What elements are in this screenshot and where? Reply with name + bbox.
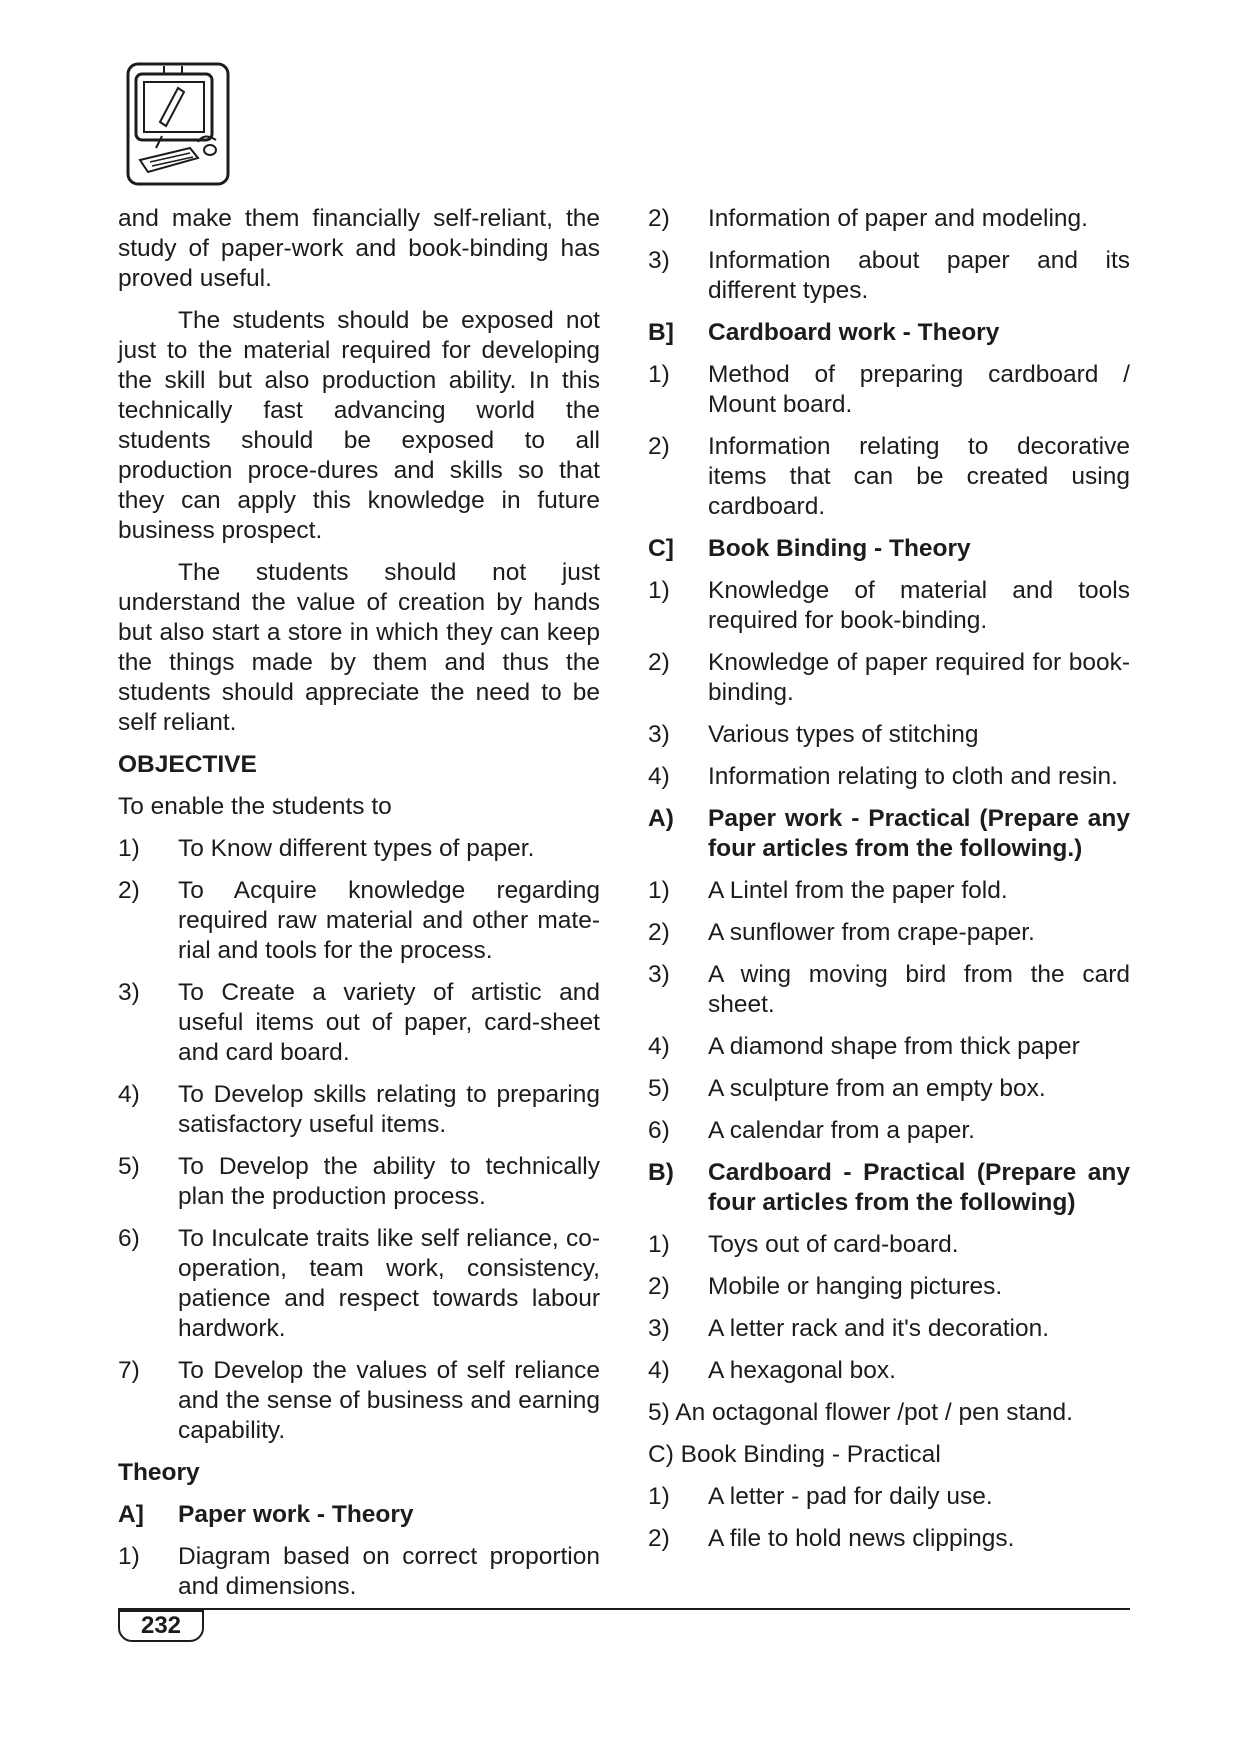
section-marker: C] [648,535,674,562]
item-number: 7) [118,1357,140,1384]
item-text: Various types of stitching [708,721,979,748]
list-item [648,1032,1130,1062]
list-item-octagonal-stand: 5) An octagonal flower /pot / pen stand. [648,1399,1073,1426]
list-item [118,1542,600,1602]
item-text: To Create a variety of artistic and useful items out of paper, card-sheet and card board. [178,979,600,1066]
item-number: 6) [118,1225,140,1252]
footer-rule [118,1608,1130,1610]
exposure-paragraph: The students should be exposed not just to the material required for developing the skill but also production ability. In this technically fast advancing world the students should be exposed to all production proce-dures and skills so that they can apply this knowledge in future business prospect. [118,307,600,544]
item-text: A wing moving bird from the card sheet. [708,961,1130,1018]
intro-paragraph: and make them financially self-reliant, the study of paper-work and book-binding has proved useful. [118,205,600,292]
list-item [648,720,1130,750]
objective-item [118,1080,600,1140]
item-number: 4) [648,1033,670,1060]
section-marker: B] [648,319,674,346]
list-item [648,648,1130,708]
item-text: To Inculcate traits like self reliance, co-operation, team work, consistency, patience and respect towards labour hardwork. [178,1225,600,1342]
list-item [648,1116,1130,1146]
item-text: A Lintel from the paper fold. [708,877,1008,904]
item-text: A letter - pad for daily use. [708,1483,993,1510]
section-heading-cardboard [648,318,1130,348]
item-number: 4) [648,763,670,790]
list-item [648,246,1130,306]
objective-heading: OBJECTIVE [118,751,257,778]
list-item [648,1074,1130,1104]
objective-item [118,876,600,966]
item-number: 1) [118,835,140,862]
item-number: 1) [118,1543,140,1570]
objective-item [118,1224,600,1344]
item-text: A hexagonal box. [708,1357,896,1384]
list-item [648,762,1130,792]
list-item [648,1314,1130,1344]
section-heading-cardboard-practical [648,1158,1130,1218]
list-item [648,432,1130,522]
page-number: 232 [118,1610,204,1642]
objective-item [118,834,600,864]
item-text: A calendar from a paper. [708,1117,975,1144]
section-title: Paper work - Practical (Prepare any four articles from the following.) [708,805,1130,862]
list-item [648,1230,1130,1260]
section-heading-book-binding [648,534,1130,564]
item-number: 4) [648,1357,670,1384]
item-number: 1) [648,877,670,904]
item-number: 1) [648,1483,670,1510]
item-number: 2) [648,1525,670,1552]
item-number: 1) [648,361,670,388]
item-number: 3) [648,961,670,988]
section-title: Book Binding - Theory [708,535,971,562]
right-column [648,204,1130,1566]
item-text: Toys out of card-board. [708,1231,959,1258]
item-text: To Acquire knowledge regarding required raw material and other mate-rial and tools for the process. [178,877,600,964]
list-item [648,918,1130,948]
objective-item [118,1356,600,1446]
list-item [648,360,1130,420]
objective-intro: To enable the students to [118,793,392,820]
objective-item [118,1152,600,1212]
objective-item [118,978,600,1068]
creation-paragraph: The students should not just understand the value of creation by hands but also start a store in which they can keep the things made by them and thus the students should appreciate the need to be self reliant. [118,559,600,736]
list-item [648,1356,1130,1386]
item-text: Knowledge of material and tools required for book-binding. [708,577,1130,634]
item-text: A file to hold news clippings. [708,1525,1015,1552]
item-text: Knowledge of paper required for book-binding. [708,649,1130,706]
item-number: 2) [648,433,670,460]
item-text: To Develop the ability to technically plan the production process. [178,1153,600,1210]
list-item [648,876,1130,906]
item-number: 1) [648,1231,670,1258]
section-heading-book-binding-practical: C) Book Binding - Practical [648,1441,941,1468]
item-number: 2) [648,1273,670,1300]
item-number: 3) [648,721,670,748]
item-text: Method of preparing cardboard / Mount board. [708,361,1130,418]
item-number: 3) [648,1315,670,1342]
item-number: 5) [118,1153,140,1180]
item-text: A sunflower from crape-paper. [708,919,1035,946]
item-number: 5) [648,1075,670,1102]
item-text: To Develop skills relating to preparing satisfactory useful items. [178,1081,600,1138]
list-item [648,204,1130,234]
section-heading-paper-work [118,1500,600,1530]
item-number: 2) [648,919,670,946]
list-item [648,1524,1130,1554]
item-number: 6) [648,1117,670,1144]
item-number: 3) [648,247,670,274]
item-text: A sculpture from an empty box. [708,1075,1046,1102]
item-text: Mobile or hanging pictures. [708,1273,1003,1300]
item-text: Diagram based on correct proportion and dimensions. [178,1543,600,1600]
item-text: Information relating to cloth and resin. [708,763,1118,790]
theory-heading: Theory [118,1459,200,1486]
item-text: Information relating to decorative items that can be created using cardboard. [708,433,1130,520]
section-marker: A) [648,805,674,832]
left-column [118,204,600,1614]
section-marker: A] [118,1501,144,1528]
section-heading-paper-practical [648,804,1130,864]
item-number: 4) [118,1081,140,1108]
section-title: Cardboard work - Theory [708,319,1000,346]
section-title: Cardboard - Practical (Prepare any four articles from the following) [708,1159,1130,1216]
item-number: 2) [648,205,670,232]
item-number: 2) [648,649,670,676]
section-title: Paper work - Theory [178,1501,414,1528]
item-text: To Develop the values of self reliance and the sense of business and earning capability. [178,1357,600,1444]
section-marker: B) [648,1159,674,1186]
list-item [648,960,1130,1020]
item-text: To Know different types of paper. [178,835,535,862]
item-number: 1) [648,577,670,604]
item-text: A letter rack and it's decoration. [708,1315,1050,1342]
list-item [648,576,1130,636]
computer-drawing-icon [126,62,230,186]
item-number: 3) [118,979,140,1006]
list-item [648,1272,1130,1302]
item-text: Information about paper and its different types. [708,247,1130,304]
item-text: A diamond shape from thick paper [708,1033,1080,1060]
list-item [648,1482,1130,1512]
item-text: Information of paper and modeling. [708,205,1088,232]
item-number: 2) [118,877,140,904]
